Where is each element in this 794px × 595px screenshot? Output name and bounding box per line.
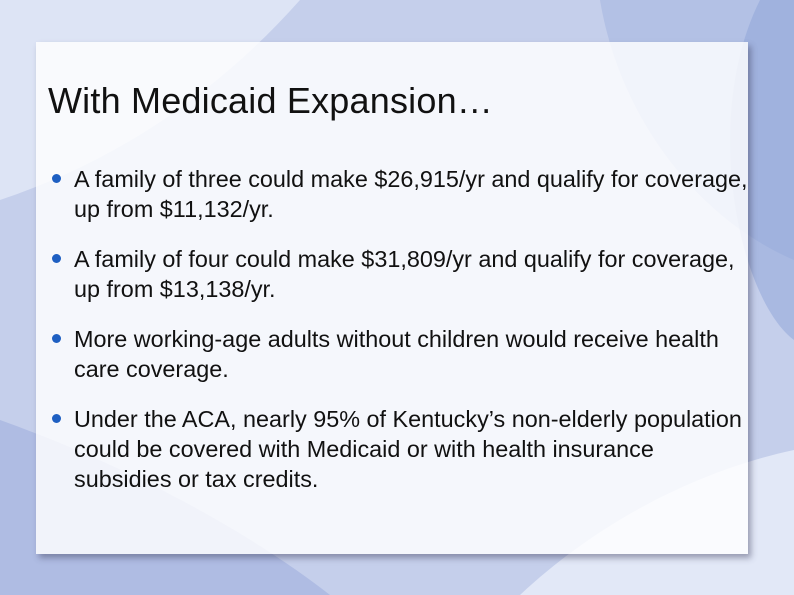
bullet-text: A family of four could make $31,809/yr and qualify for coverage, up from $13,138/yr. <box>74 246 735 302</box>
bullet-dot-icon <box>52 174 61 183</box>
bullet-list <box>50 164 750 514</box>
bullet-item <box>50 404 750 494</box>
bullet-text: Under the ACA, nearly 95% of Kentucky’s non-elderly population could be covered with Medicaid or with health insurance subsidies or tax credits. <box>74 406 742 492</box>
slide-title: With Medicaid Expansion… <box>48 80 493 121</box>
bullet-item <box>50 164 750 224</box>
bullet-dot-icon <box>52 334 61 343</box>
bullet-item <box>50 324 750 384</box>
bullet-text: A family of three could make $26,915/yr and qualify for coverage, up from $11,132/yr. <box>74 166 748 222</box>
bullet-item <box>50 244 750 304</box>
bullet-text: More working-age adults without children would receive health care coverage. <box>74 326 719 382</box>
bullet-dot-icon <box>52 414 61 423</box>
bullet-dot-icon <box>52 254 61 263</box>
